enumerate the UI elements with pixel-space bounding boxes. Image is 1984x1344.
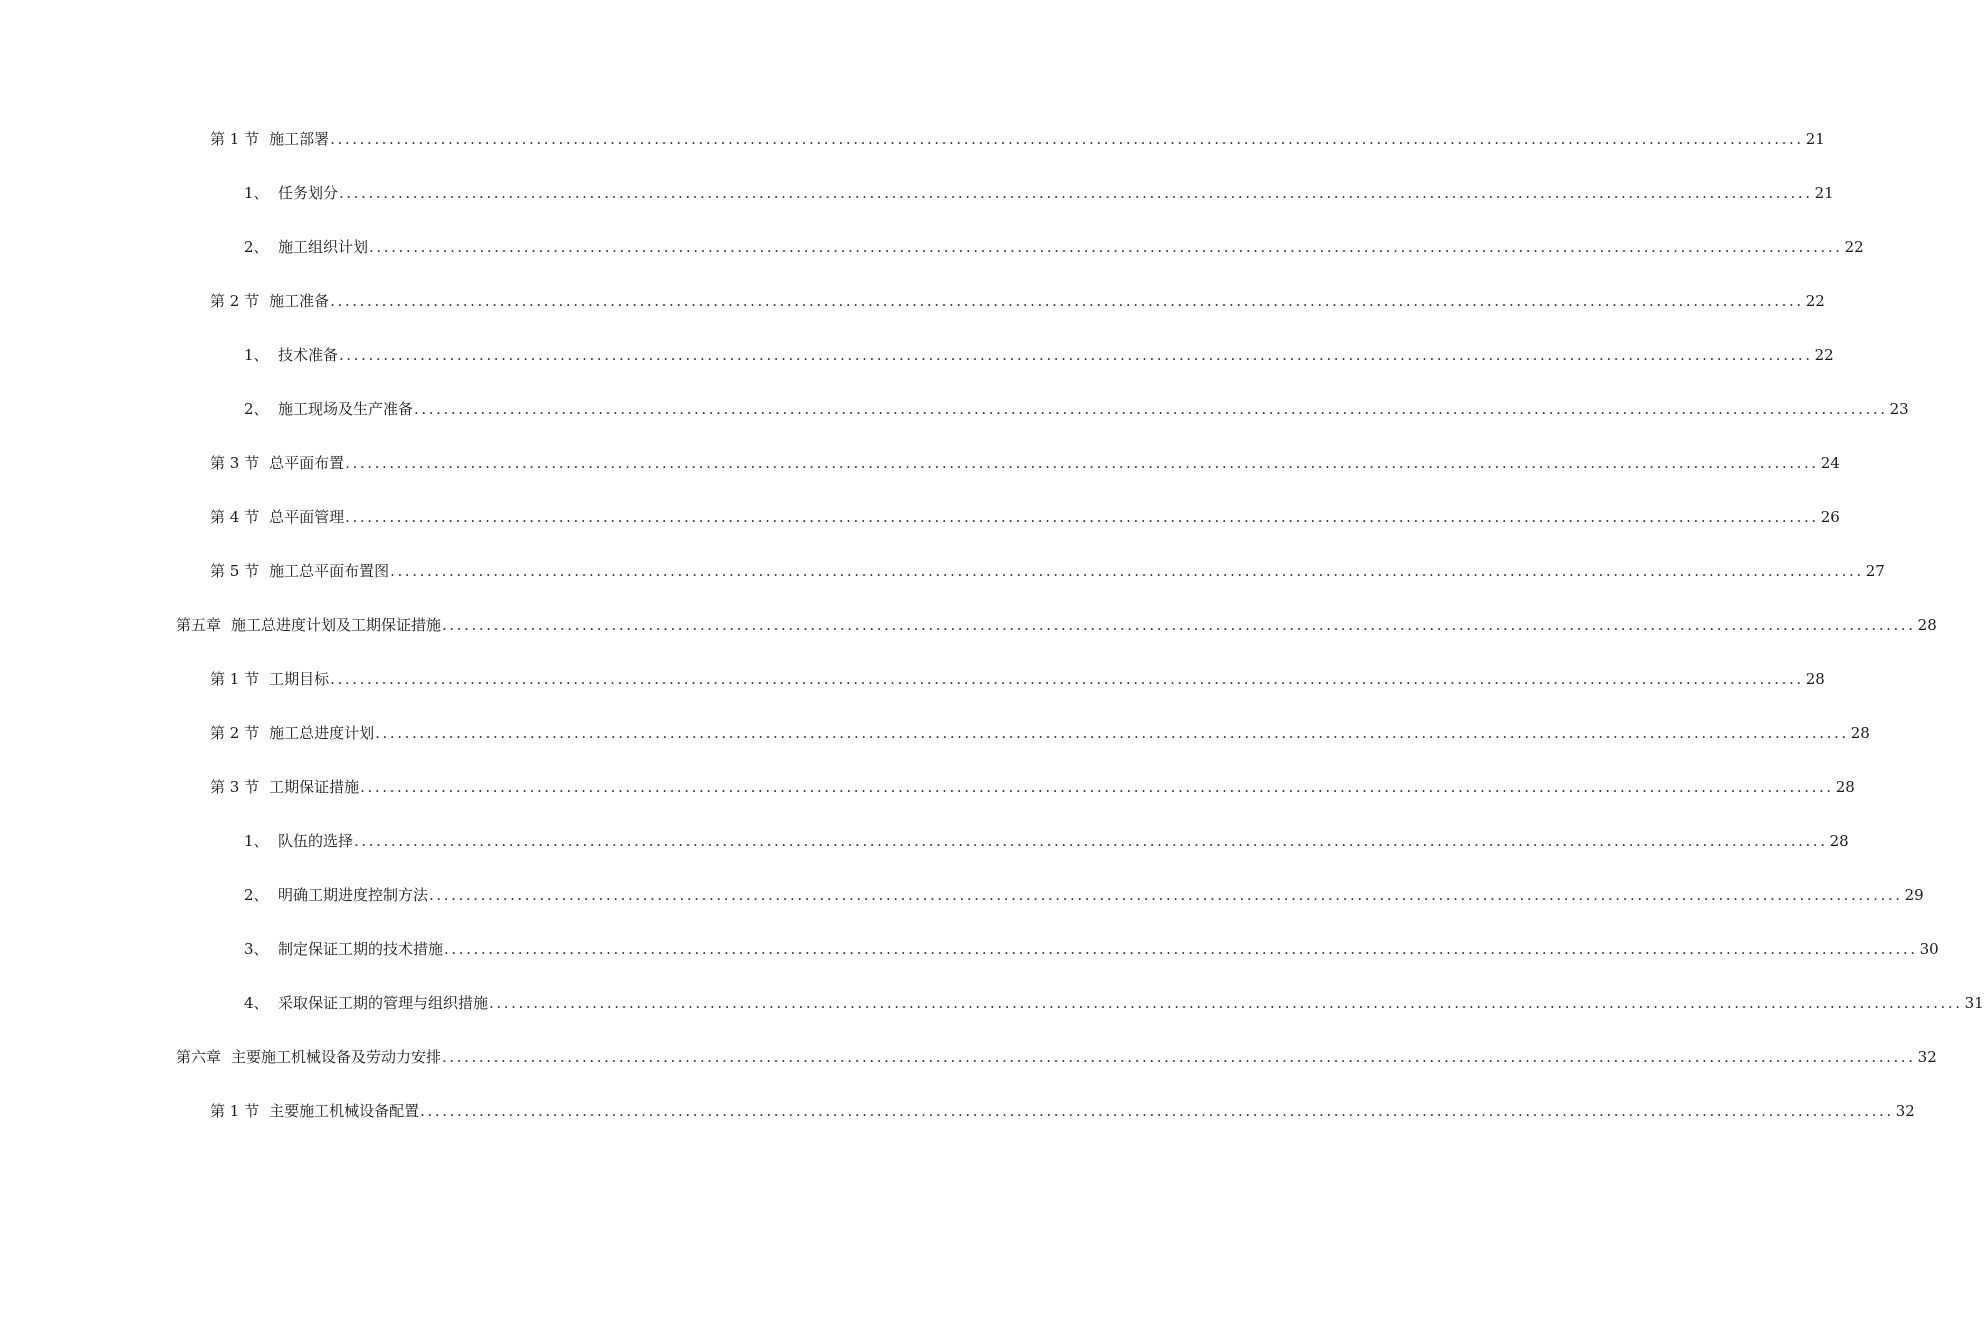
toc-entry-number: 4、: [244, 994, 269, 1012]
toc-entry-item[interactable]: [244, 991, 1984, 1015]
dot-leader: ........................................................................................................................................................................................................: [339, 184, 1813, 202]
toc-entry-title: 总平面管理: [269, 508, 345, 526]
toc-entry-title: 施工部署: [269, 130, 330, 148]
toc-entry-number: 1、: [244, 346, 269, 364]
toc-entry-number: 2、: [244, 238, 269, 256]
dot-leader: ........................................................................................................................................................................................................: [442, 1048, 1916, 1066]
toc-entry-page: 28: [1829, 832, 1849, 850]
toc-entry-label: [210, 505, 344, 529]
dot-leader: ........................................................................................................................................................................................................: [360, 778, 1834, 796]
toc-entry-title: 施工准备: [269, 292, 330, 310]
toc-entry-title: 工期保证措施: [269, 778, 360, 796]
toc-entry-page: 32: [1917, 1048, 1937, 1066]
toc-entry-page: 29: [1904, 886, 1924, 904]
toc-entry-title: 主要施工机械设备配置: [269, 1102, 420, 1120]
toc-entry-number: 第 3 节: [210, 778, 260, 796]
dot-leader: ........................................................................................................................................................................................................: [345, 454, 1819, 472]
toc-entry-page: 28: [1805, 670, 1825, 688]
dot-leader: ........................................................................................................................................................................................................: [414, 400, 1888, 418]
toc-entry-title: 采取保证工期的管理与组织措施: [278, 994, 489, 1012]
toc-entry-section[interactable]: [210, 667, 1825, 691]
toc-entry-section[interactable]: [210, 559, 1885, 583]
dot-leader: ........................................................................................................................................................................................................: [420, 1102, 1894, 1120]
dot-leader: ........................................................................................................................................................................................................: [429, 886, 1903, 904]
toc-entry-label: [244, 991, 488, 1015]
toc-entry-title: 施工现场及生产准备: [278, 400, 414, 418]
toc-entry-section[interactable]: [210, 289, 1825, 313]
toc-entry-title: 工期目标: [269, 670, 330, 688]
toc-entry-item[interactable]: [244, 883, 1924, 907]
toc-entry-number: 第五章: [176, 616, 222, 634]
toc-entry-label: [210, 667, 329, 691]
toc-entry-title: 任务划分: [278, 184, 339, 202]
toc-entry-item[interactable]: [244, 235, 1864, 259]
toc-entry-label: [210, 721, 374, 745]
toc-entry-label: [210, 559, 389, 583]
toc-entry-item[interactable]: [244, 181, 1834, 205]
toc-entry-title: 制定保证工期的技术措施: [278, 940, 444, 958]
toc-entry-number: 第 1 节: [210, 670, 260, 688]
toc-entry-title: 总平面布置: [269, 454, 345, 472]
toc-entry-item[interactable]: [244, 343, 1834, 367]
toc-entry-section[interactable]: [210, 775, 1855, 799]
toc-entry-page: 26: [1820, 508, 1840, 526]
toc-entry-label: [244, 937, 443, 961]
toc-entry-label: [244, 343, 338, 367]
toc-entry-label: [210, 451, 344, 475]
dot-leader: ........................................................................................................................................................................................................: [442, 616, 1916, 634]
toc-entry-page: 24: [1820, 454, 1840, 472]
toc-entry-title: 队伍的选择: [278, 832, 354, 850]
dot-leader: ........................................................................................................................................................................................................: [444, 940, 1918, 958]
toc-entry-title: 明确工期进度控制方法: [278, 886, 429, 904]
toc-entry-title: 主要施工机械设备及劳动力安排: [231, 1048, 442, 1066]
dot-leader: ........................................................................................................................................................................................................: [330, 292, 1804, 310]
toc-entry-page: 27: [1865, 562, 1885, 580]
toc-entry-label: [210, 775, 359, 799]
dot-leader: ........................................................................................................................................................................................................: [339, 346, 1813, 364]
toc-entry-number: 第 1 节: [210, 1102, 260, 1120]
toc-entry-number: 1、: [244, 832, 269, 850]
toc-entry-label: [176, 1045, 441, 1069]
toc-entry-number: 1、: [244, 184, 269, 202]
toc-entry-label: [210, 289, 329, 313]
dot-leader: ........................................................................................................................................................................................................: [375, 724, 1849, 742]
toc-entry-item[interactable]: [244, 397, 1909, 421]
toc-entry-page: 32: [1895, 1102, 1915, 1120]
toc-entry-label: [244, 829, 353, 853]
toc-entry-item[interactable]: [244, 937, 1939, 961]
toc-entry-number: 2、: [244, 886, 269, 904]
dot-leader: ........................................................................................................................................................................................................: [345, 508, 1819, 526]
toc-entry-label: [176, 613, 441, 637]
dot-leader: ........................................................................................................................................................................................................: [489, 994, 1963, 1012]
toc-entry-number: 第 1 节: [210, 130, 260, 148]
toc-entry-chapter[interactable]: [176, 1045, 1937, 1069]
toc-entry-section[interactable]: [210, 127, 1825, 151]
toc-entry-page: 31: [1964, 994, 1984, 1012]
toc-entry-section[interactable]: [210, 451, 1840, 475]
toc-entry-label: [244, 235, 368, 259]
toc-entry-page: 30: [1919, 940, 1939, 958]
toc-entry-number: 第 3 节: [210, 454, 260, 472]
toc-entry-page: 28: [1835, 778, 1855, 796]
toc-entry-number: 第 4 节: [210, 508, 260, 526]
toc-entry-section[interactable]: [210, 721, 1870, 745]
toc-entry-page: 23: [1889, 400, 1909, 418]
toc-entry-page: 21: [1805, 130, 1825, 148]
toc-entry-label: [210, 1099, 419, 1123]
toc-entry-section[interactable]: [210, 1099, 1915, 1123]
toc-entry-page: 28: [1850, 724, 1870, 742]
toc-entry-title: 施工总进度计划: [269, 724, 375, 742]
toc-entry-page: 22: [1814, 346, 1834, 364]
toc-entry-section[interactable]: [210, 505, 1840, 529]
toc-entry-number: 第 2 节: [210, 292, 260, 310]
dot-leader: ........................................................................................................................................................................................................: [369, 238, 1843, 256]
toc-entry-title: 施工总平面布置图: [269, 562, 390, 580]
dot-leader: ........................................................................................................................................................................................................: [330, 670, 1804, 688]
toc-entry-label: [244, 181, 338, 205]
toc-entry-label: [244, 397, 413, 421]
dot-leader: ........................................................................................................................................................................................................: [330, 130, 1804, 148]
toc-entry-chapter[interactable]: [176, 613, 1937, 637]
toc-entry-number: 2、: [244, 400, 269, 418]
toc-entry-number: 第 5 节: [210, 562, 260, 580]
toc-entry-title: 施工总进度计划及工期保证措施: [231, 616, 442, 634]
dot-leader: ........................................................................................................................................................................................................: [354, 832, 1828, 850]
toc-entry-label: [244, 883, 428, 907]
dot-leader: ........................................................................................................................................................................................................: [390, 562, 1864, 580]
toc-entry-page: 22: [1805, 292, 1825, 310]
toc-entry-page: 22: [1844, 238, 1864, 256]
toc-entry-item[interactable]: [244, 829, 1849, 853]
toc-entry-title: 施工组织计划: [278, 238, 369, 256]
toc-entry-number: 第六章: [176, 1048, 222, 1066]
toc-entry-page: 28: [1917, 616, 1937, 634]
toc-entry-page: 21: [1814, 184, 1834, 202]
toc-entry-number: 3、: [244, 940, 269, 958]
toc-entry-title: 技术准备: [278, 346, 339, 364]
toc-entry-label: [210, 127, 329, 151]
toc-entry-number: 第 2 节: [210, 724, 260, 742]
